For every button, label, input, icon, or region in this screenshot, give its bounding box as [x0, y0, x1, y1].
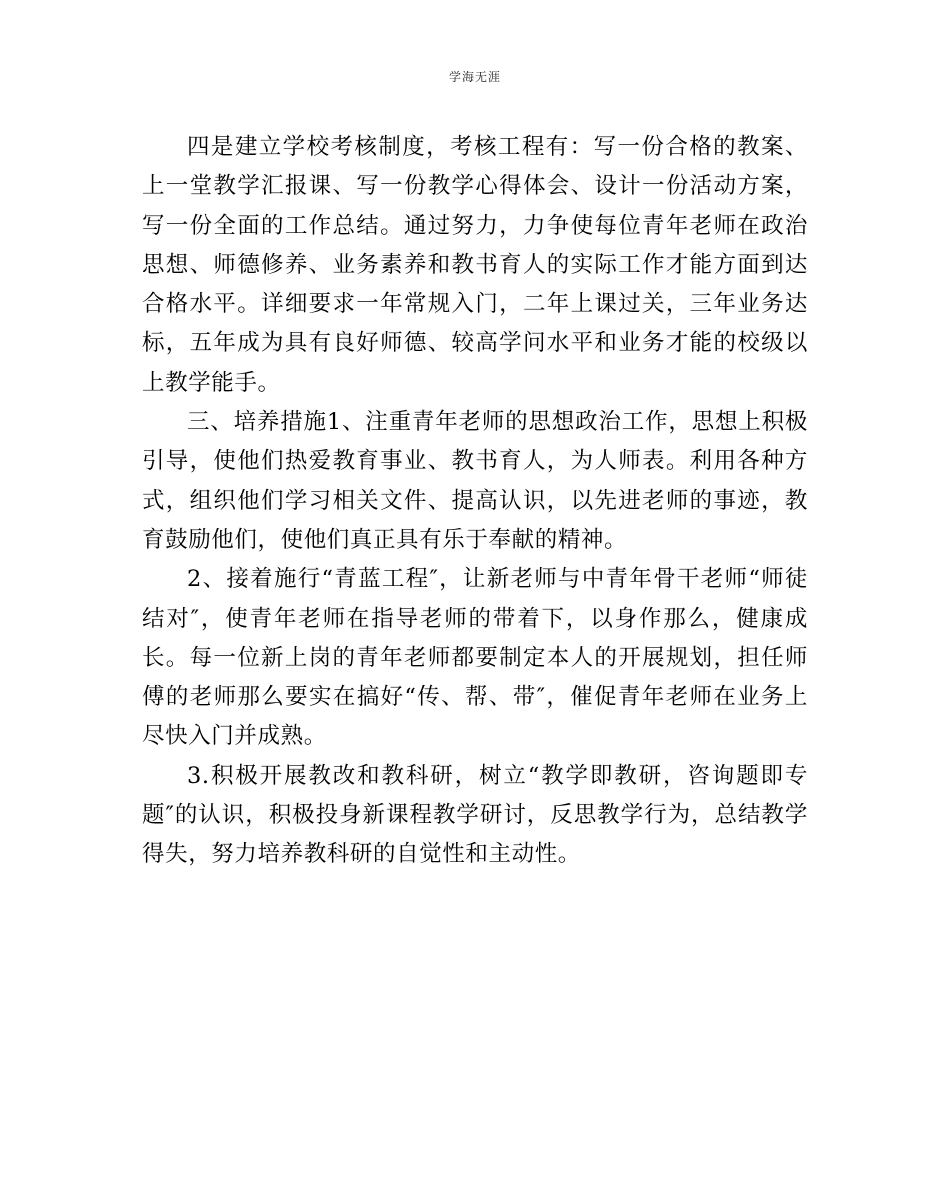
- document-body: [142, 128, 808, 875]
- paragraph-training-measures: 三、培养措施1、注重青年老师的思想政治工作，思想上积极引导，使他们热爱教育事业、教书育人，为人师表。利用各种方式，组织他们学习相关文件、提高认识，以先进老师的事迹，教育鼓励他们，使他们真正具有乐于奉献的精神。: [142, 409, 808, 553]
- paragraph-assessment-system: 四是建立学校考核制度，考核工程有：写一份合格的教案、上一堂教学汇报课、写一份教学心得体会、设计一份活动方案，写一份全面的工作总结。通过努力，力争使每位青年老师在政治思想、师德修养、业务素养和教书育人的实际工作才能方面到达合格水平。详细要求一年常规入门，二年上课过关，三年业务达标，五年成为具有良好师德、较高学问水平和业务才能的校级以上教学能手。: [142, 134, 808, 396]
- paragraph-teaching-research: 3.积极开展教改和教科研，树立“教学即教研，咨询题即专题″的认识，积极投身新课程教学研讨，反思教学行为，总结教学得失，努力培养教科研的自觉性和主动性。: [142, 762, 808, 868]
- paragraph-mentorship-program: 2、接着施行“青蓝工程″，让新老师与中青年骨干老师“师徒结对″，使青年老师在指导老师的带着下，以身作那么，健康成长。每一位新上岗的青年老师都要制定本人的开展规划，担任师傅的老师那么要实在搞好“传、帮、带″，催促青年老师在业务上尽快入门并成熟。: [142, 566, 808, 750]
- page-header: 学海无涯: [448, 70, 501, 84]
